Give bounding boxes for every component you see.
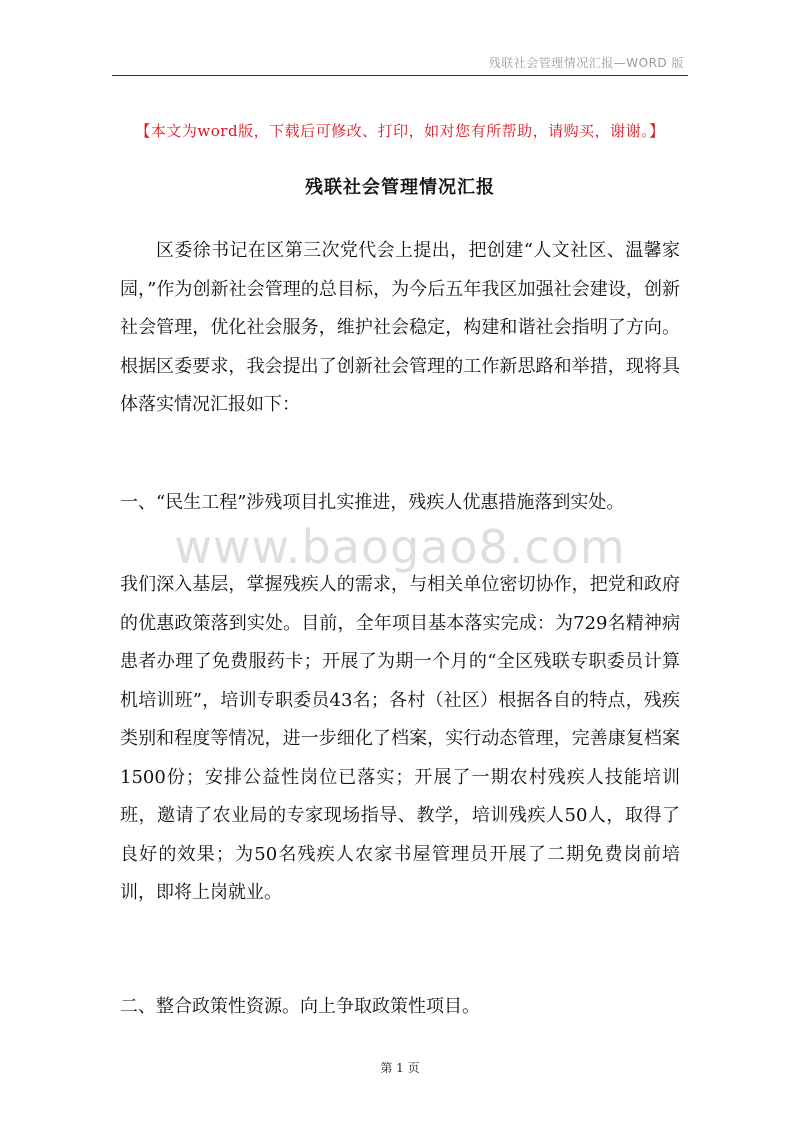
page-number: 第 1 页 — [380, 1061, 420, 1075]
body-paragraph-1: 我们深入基层，掌握残疾人的需求，与相关单位密切协作，把党和政府的优惠政策落到实处。目前，全年项目基本落实完成：为729名精神病患者办理了免费服药卡；开展了为期一个月的“全区残联专职委员计算机培训班”，培训专职委员43名；各村（社区）根据各自的特点，残疾类别和程度等情况，进一步细化了档案，实行动态管理，完善康复档案1500份；安排公益性岗位已落实；开展了一期农村残疾人技能培训班，邀请了农业局的专家现场指导、教学，培训残疾人50人，取得了良好的效果；为50名残疾人农家书屋管理员开展了二期免费岗前培训，即将上岗就业。 — [120, 574, 680, 903]
header-divider — [112, 75, 688, 76]
purchase-notice: 【本文为word版，下载后可修改、打印，如对您有所帮助，请购买，谢谢。】 — [135, 122, 665, 140]
section-heading-1: 一、“民生工程”涉残项目扎实推进，残疾人优惠措施落到实处。 — [120, 492, 625, 513]
running-header: 残联社会管理情况汇报—WORD 版 — [488, 56, 684, 70]
section-heading-2: 二、整合政策性资源。向上争取政策性项目。 — [120, 996, 480, 1017]
document-title: 残联社会管理情况汇报 — [305, 177, 495, 198]
watermark: www.baogao8.com — [174, 520, 626, 574]
intro-paragraph: 区委徐书记在区第三次党代会上提出，把创建“人文社区、温馨家园，”作为创新社会管理的总目标，为今后五年我区加强社会建设，创新社会管理，优化社会服务，维护社会稳定，构建和谐社会指明了方向。根据区委要求，我会提出了创新社会管理的工作新思路和举措，现将具体落实情况汇报如下： — [120, 240, 680, 415]
